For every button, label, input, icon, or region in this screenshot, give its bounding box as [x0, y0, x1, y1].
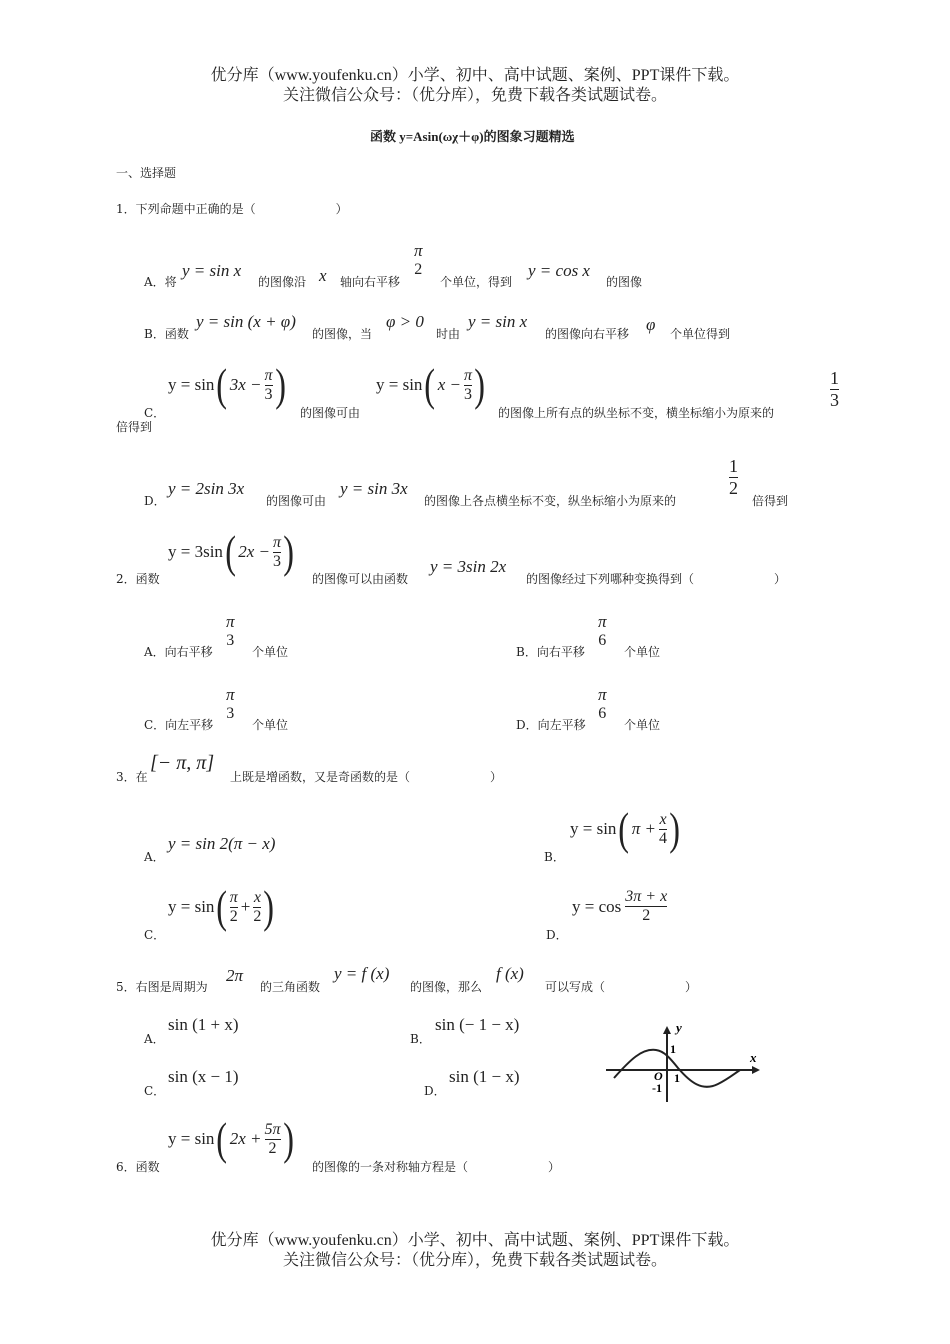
section-heading: 一、选择题	[116, 166, 177, 180]
q2-c-unit: 个单位	[252, 718, 289, 732]
x-axis-arrow	[752, 1066, 760, 1074]
math-q6: y = sin ( 2x + $\frac{5\pi}{2}$ )	[168, 1113, 294, 1164]
frac-1-over-3: 1 3	[830, 368, 839, 410]
q5-sine-graph	[600, 1020, 770, 1104]
math-y-f-x: y = f (x)	[334, 964, 390, 983]
q1-c-text-2: 的图像上所有点的纵坐标不变，横坐标缩小为原来的	[498, 406, 775, 420]
q2-stem: 2．函数	[116, 572, 160, 586]
q3-option-b-label: B．	[544, 850, 565, 864]
math-x: x	[319, 266, 327, 285]
q2-text-1: 的图像可以由函数	[312, 572, 409, 586]
graph-origin: O	[654, 1069, 663, 1083]
math-y-sin-x-b: y = sin x	[468, 312, 528, 331]
frac-pi-6-d: π 6	[598, 685, 607, 722]
q1-option-a-label: A．将	[144, 275, 177, 289]
q1-c-text-3: 倍得到	[116, 420, 153, 434]
document-title: 函数 y=Asin(ωχ＋φ)的图象习题精选	[370, 129, 575, 144]
math-phi: φ	[646, 315, 656, 334]
q3-option-d-label: D．	[546, 928, 568, 942]
frac-pi-3-c: π 3	[226, 685, 235, 722]
math-y-3sin-2x: y = 3sin 2x	[430, 557, 507, 576]
math-q3-c: y = sin ( $\frac{\pi}{2}$ + $\frac{x}{2}$ )	[168, 881, 275, 932]
q2-option-c-label: C．向左平移	[144, 718, 214, 732]
math-q5-b: sin (− 1 − x)	[435, 1015, 520, 1034]
graph-one-y: 1	[670, 1042, 676, 1056]
q5-option-a-label: A．	[144, 1032, 165, 1046]
q2-option-b-label: B．向右平移	[516, 645, 585, 659]
q5-text-1: 的三角函数	[260, 980, 321, 994]
q6-text-1: 的图像的一条对称轴方程是（ ）	[312, 1160, 561, 1174]
math-interval: [− π, π]	[150, 752, 215, 774]
frac-pi-6-b: π 6	[598, 612, 607, 649]
q1-c-text-1: 的图像可由	[300, 406, 361, 420]
q2-option-d-label: D．向左平移	[516, 718, 586, 732]
math-sin-x-phi: y = sin (x + φ)	[196, 312, 296, 331]
frac-1-over-2: 1 2	[729, 456, 738, 498]
math-q5-a: sin (1 + x)	[168, 1015, 239, 1034]
math-sin-3x-minus-pi3: y = sin ( 3x − $\frac{\pi}{3}$ )	[168, 359, 286, 410]
frac-pi-3-a: π 3	[226, 612, 235, 649]
q1-option-d-label: D．	[144, 494, 166, 508]
q5-stem: 5．右图是周期为	[116, 980, 208, 994]
q3-option-c-label: C．	[144, 928, 166, 942]
math-y-cos-x: y = cos x	[528, 261, 590, 280]
q1-a-text-2: 轴向右平移	[340, 275, 401, 289]
q2-text-2: 的图像经过下列哪种变换得到（ ）	[526, 572, 787, 586]
q1-stem: 1．下列命题中正确的是（ ）	[116, 202, 348, 216]
math-y-2sin-3x: y = 2sin 3x	[168, 479, 245, 498]
q3-stem: 3．在	[116, 770, 148, 784]
q1-b-text-2: 时由	[436, 327, 461, 341]
q5-option-b-label: B．	[410, 1032, 431, 1046]
math-q3-b: y = sin ( π + $\frac{x}{4}$ )	[570, 803, 681, 854]
q1-b-text-1: 的图像，当	[312, 327, 373, 341]
q1-a-text-1: 的图像沿	[258, 275, 307, 289]
math-sin-x-minus-pi3: y = sin ( x − $\frac{\pi}{3}$ )	[376, 359, 486, 410]
q1-d-text-2: 的图像上各点横坐标不变，纵坐标缩小为原来的	[424, 494, 677, 508]
q5-text-3: 可以写成（ ）	[545, 980, 698, 994]
math-f-x: f (x)	[496, 964, 524, 983]
footer-line-2: 关注微信公众号：（优分库），免费下载各类试题试卷。	[282, 1252, 667, 1269]
frac-pi-over-2: π 2	[414, 241, 423, 278]
q1-option-b-label: B．函数	[144, 327, 189, 341]
q1-b-text-3: 的图像向右平移	[545, 327, 630, 341]
math-two-pi: 2π	[226, 966, 244, 985]
header-line-1: 优分库（www.youfenku.cn）小学、初中、高中试题、案例、PPT课件下载。	[210, 67, 740, 84]
graph-neg-one: -1	[652, 1081, 662, 1095]
q5-text-2: 的图像，那么	[410, 980, 483, 994]
math-q5-c: sin (x − 1)	[168, 1067, 239, 1086]
q2-a-unit: 个单位	[252, 645, 289, 659]
header-line-2: 关注微信公众号：（优分库），免费下载各类试题试卷。	[282, 87, 667, 104]
q1-d-text-3: 倍得到	[752, 494, 789, 508]
y-axis-arrow	[663, 1026, 671, 1034]
q1-d-text-1: 的图像可由	[266, 494, 327, 508]
q5-option-d-label: D．	[424, 1084, 446, 1098]
math-phi-gt-0: φ > 0	[386, 312, 424, 331]
q1-option-c-label: C．	[144, 406, 166, 420]
q1-a-text-3: 个单位，得到	[440, 275, 513, 289]
q3-option-a-label: A．	[144, 850, 165, 864]
graph-one-x: 1	[674, 1071, 680, 1085]
q2-b-unit: 个单位	[624, 645, 661, 659]
footer-line-1: 优分库（www.youfenku.cn）小学、初中、高中试题、案例、PPT课件下载。	[210, 1232, 740, 1249]
math-q5-d: sin (1 − x)	[449, 1067, 520, 1086]
q1-a-text-4: 的图像	[606, 275, 643, 289]
q6-stem: 6．函数	[116, 1160, 160, 1174]
q5-option-c-label: C．	[144, 1084, 166, 1098]
graph-y-label: y	[676, 1020, 682, 1035]
math-q3-d: y = cos $\frac{3\pi + x}{2}$	[572, 888, 668, 924]
q1-b-text-4: 个单位得到	[670, 327, 731, 341]
q2-option-a-label: A．向右平移	[144, 645, 213, 659]
math-3sin-2x-minus-pi3: y = 3sin ( 2x − $\frac{\pi}{3}$ )	[168, 526, 295, 577]
graph-x-label: x	[750, 1050, 757, 1065]
q3-text-1: 上既是增函数，又是奇函数的是（ ）	[230, 770, 503, 784]
math-y-sin-3x: y = sin 3x	[340, 479, 408, 498]
math-y-sin-x: y = sin x	[182, 261, 242, 280]
q2-d-unit: 个单位	[624, 718, 661, 732]
math-q3-a: y = sin 2(π − x)	[168, 834, 276, 853]
